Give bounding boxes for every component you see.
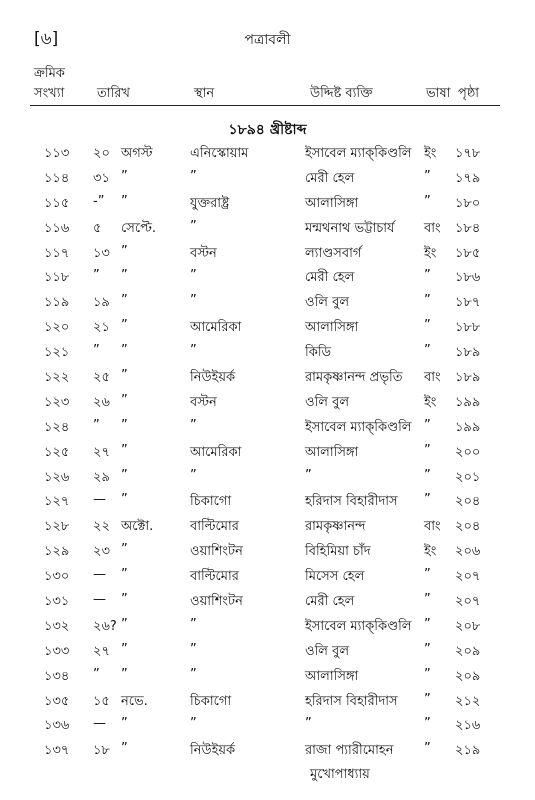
letter-language: বাং [424, 519, 441, 535]
letter-page: ১৮৪ [455, 220, 481, 236]
serial-number: ১১৮ [44, 270, 70, 286]
letter-recipient: ইসাবেল ম্যাক্‌কিণ্ডলি [305, 146, 412, 161]
letter-page: ২০৪ [455, 494, 481, 510]
letter-page: ১৮৯ [455, 370, 481, 386]
letter-language: ” [424, 417, 431, 433]
serial-number: ১১৭ [44, 245, 70, 261]
letter-date: ” [93, 343, 100, 359]
letter-month: ” [121, 666, 128, 682]
letter-place: ” [190, 641, 197, 657]
letter-language: ইং [424, 544, 437, 560]
serial-number: ১৩৪ [44, 668, 70, 684]
table-row [0, 588, 535, 613]
letter-date: ” [93, 417, 100, 433]
letter-place: ” [190, 293, 197, 309]
serial-number: ১২৮ [44, 519, 70, 535]
letter-page: ১৮৬ [455, 270, 481, 286]
column-header-date: তারিখ [97, 86, 130, 101]
column-header-page: পৃষ্ঠা [458, 86, 480, 101]
letter-place: ওয়াশিংটন [190, 594, 243, 610]
letter-place: ” [190, 343, 197, 359]
letter-month: ” [121, 293, 128, 309]
letter-date: ২৭ [93, 643, 110, 659]
letter-month: ” [121, 168, 128, 184]
letter-month: ” [121, 567, 128, 583]
letter-place: ” [190, 168, 197, 184]
letter-recipient: আলাসিঙ্গা [305, 444, 359, 460]
letter-date: — [93, 716, 106, 732]
letter-date: ৫ [93, 220, 102, 236]
letter-place: বাল্টিমোর [190, 569, 239, 585]
letter-date: — [93, 592, 106, 608]
table-row [0, 140, 535, 165]
table-row [0, 538, 535, 563]
letter-recipient: ল্যাণ্ডসবার্গ [305, 245, 362, 261]
letter-place: যুক্তরাষ্ট্র [190, 195, 230, 211]
letter-language: ” [424, 168, 431, 184]
letter-place: এনিস্কোয়াম [190, 146, 249, 161]
serial-number: ১২৬ [44, 469, 70, 485]
table-row [0, 439, 535, 464]
serial-number: ১২৩ [44, 394, 70, 410]
table-row [0, 464, 535, 489]
letter-page: ২০৭ [455, 569, 481, 585]
letter-recipient: বিহিমিয়া চাঁদ [305, 544, 371, 560]
letter-date: ২১ [93, 320, 110, 336]
letter-language: ” [424, 318, 431, 334]
table-row [0, 240, 535, 265]
letter-recipient: রাজা প্যারীমোহন [305, 743, 394, 759]
serial-number: ১৩৩ [44, 643, 70, 659]
letter-date: ২৬ [93, 394, 110, 410]
table-row [0, 414, 535, 439]
letter-recipient: ইসাবেল ম্যাক্‌কিণ্ডলি [305, 618, 412, 634]
letter-place: ” [190, 268, 197, 284]
letter-month: ” [121, 193, 128, 209]
letter-page: ২০১ [455, 469, 481, 485]
letter-date: ১৮ [93, 743, 110, 759]
letter-language: ” [424, 641, 431, 657]
letter-language: ” [424, 442, 431, 458]
table-row [0, 613, 535, 638]
letter-month: নভে. [121, 693, 148, 709]
letter-recipient: ওলি বুল [305, 643, 350, 659]
letter-place: বস্টন [190, 245, 217, 261]
letter-recipient: মেরী হেল [305, 170, 355, 186]
letter-month: অক্টো. [121, 519, 154, 535]
letter-place: নিউইয়র্ক [190, 370, 236, 386]
table-row [0, 688, 535, 713]
table-row [0, 638, 535, 663]
letter-language: ইং [424, 245, 437, 261]
letter-recipient: ইসাবেল ম্যাক্‌কিণ্ডলি [305, 419, 412, 435]
letter-recipient: মেরী হেল [305, 270, 355, 286]
letter-language: ” [424, 268, 431, 284]
letter-language: ” [424, 467, 431, 483]
letter-language: ” [424, 666, 431, 682]
letter-page: ২১৬ [455, 718, 481, 734]
letter-place: ” [190, 467, 197, 483]
letter-recipient: হরিদাস বিহারীদাস [305, 693, 398, 709]
letter-page: ২০৬ [455, 544, 481, 560]
letter-recipient: ” [305, 716, 312, 732]
letter-place: ” [190, 218, 197, 234]
letter-month: ” [121, 368, 128, 384]
letter-month: ” [121, 492, 128, 508]
letter-recipient: রামকৃষ্ণানন্দ [305, 519, 366, 535]
table-row [0, 737, 535, 783]
letter-language: ” [424, 193, 431, 209]
serial-number: ১১৬ [44, 220, 70, 236]
serial-number: ১১৯ [44, 295, 70, 311]
table-row [0, 563, 535, 588]
letter-place: চিকাগো [190, 693, 232, 709]
letter-date: ২৭ [93, 444, 110, 460]
letter-page: ১৮৫ [455, 245, 481, 261]
letter-page: ১৭৯ [455, 170, 481, 186]
serial-number: ১৩০ [44, 569, 70, 585]
letter-page: ১৮৯ [455, 345, 481, 361]
letter-place: ওয়াশিংটন [190, 544, 243, 560]
letter-language: ” [424, 592, 431, 608]
table-row [0, 488, 535, 513]
letter-place: ” [190, 666, 197, 682]
letter-language: ” [424, 741, 431, 757]
letter-place: নিউইয়র্ক [190, 743, 236, 759]
letter-date: ১৩ [93, 245, 110, 261]
letter-place: আমেরিকা [190, 444, 242, 460]
letter-place: বস্টন [190, 394, 217, 410]
letter-date: ২৫ [93, 370, 110, 386]
letter-language: বাং [424, 220, 441, 236]
table-row [0, 663, 535, 688]
serial-number: ১৩৬ [44, 718, 70, 734]
running-title: পত্রাবলী [244, 32, 291, 48]
letter-date: ২৩ [93, 544, 110, 560]
letter-language: ” [424, 616, 431, 632]
table-row [0, 389, 535, 414]
letter-date: ২২ [93, 519, 110, 535]
letter-page: ২০৯ [455, 668, 481, 684]
letter-language: ইং [424, 394, 437, 410]
letter-language: ” [424, 343, 431, 359]
letter-page: ১৯৯ [455, 394, 481, 410]
serial-number: ১২১ [44, 345, 70, 361]
section-heading: ১৮৯৪ খ্রীষ্টাব্দ [228, 122, 307, 138]
letter-recipient: ” [305, 467, 312, 483]
letter-month: ” [121, 592, 128, 608]
column-header-recipient: উদ্দিষ্ট ব্যক্তি [310, 86, 373, 101]
letter-recipient: ওলি বুল [305, 394, 350, 410]
letter-recipient: আলাসিঙ্গা [305, 668, 359, 684]
letter-place: ” [190, 716, 197, 732]
letters-table [0, 140, 535, 783]
column-header-place: স্থান [194, 86, 215, 101]
letter-page: ২১৯ [455, 743, 481, 759]
letter-date: ৩১ [93, 170, 110, 186]
column-header-language: ভাষা [426, 86, 451, 101]
letter-place: বাল্টিমোর [190, 519, 239, 535]
letter-recipient: ওলি বুল [305, 295, 350, 311]
letter-month: ” [121, 741, 128, 757]
letter-month: ” [121, 716, 128, 732]
letter-place: চিকাগো [190, 494, 232, 510]
letter-month: ” [121, 542, 128, 558]
column-header-serial-line2: সংখ্যা [34, 86, 65, 101]
letter-month: ” [121, 442, 128, 458]
table-row [0, 190, 535, 215]
letter-month: সেপ্টে. [121, 220, 157, 236]
header-rule [30, 105, 500, 106]
letter-recipient: মেরী হেল [305, 594, 355, 610]
letter-date: ১৯ [93, 295, 110, 311]
letter-place: আমেরিকা [190, 320, 242, 336]
table-row [0, 314, 535, 339]
table-row [0, 289, 535, 314]
serial-number: ১২৯ [44, 544, 70, 560]
table-row [0, 513, 535, 538]
page-number: [৬] [34, 29, 59, 49]
serial-number: ১৩১ [44, 594, 70, 610]
letter-recipient: আলাসিঙ্গা [305, 320, 359, 336]
table-row [0, 165, 535, 190]
table-row [0, 264, 535, 289]
letter-date: -” [93, 193, 105, 209]
table-row [0, 215, 535, 240]
letter-month: ” [121, 392, 128, 408]
serial-number: ১২৫ [44, 444, 70, 460]
letter-date: ২০ [93, 146, 110, 161]
letter-language: ” [424, 691, 431, 707]
letter-language: ” [424, 716, 431, 732]
letter-recipient: হরিদাস বিহারীদাস [305, 494, 398, 510]
table-row [0, 364, 535, 389]
letter-place: ” [190, 616, 197, 632]
letter-page: ২০৯ [455, 643, 481, 659]
letter-recipient: মন্মথনাথ ভট্টাচার্য [305, 220, 395, 236]
letter-date: — [93, 567, 106, 583]
letter-page: ১৮৮ [455, 320, 481, 336]
letter-page: ১৮৭ [455, 295, 481, 311]
letter-page: ১৭৮ [455, 146, 481, 161]
letter-date: ২৬? [93, 618, 117, 634]
letter-recipient: রামকৃষ্ণানন্দ প্রভৃতি [305, 370, 403, 386]
letter-recipient: কিডি [305, 345, 332, 361]
serial-number: ১৩২ [44, 618, 70, 634]
serial-number: ১১৫ [44, 195, 70, 211]
serial-number: ১১৩ [44, 146, 70, 161]
serial-number: ১২৭ [44, 494, 70, 510]
letter-page: ২০০ [455, 444, 481, 460]
letter-month: অগস্ট [121, 146, 153, 161]
letter-recipient-continuation: মুখোপাধ্যায় [310, 767, 370, 783]
serial-number: ১৩৭ [44, 743, 70, 759]
serial-number: ১১৪ [44, 170, 70, 186]
letter-month: ” [121, 243, 128, 259]
letter-month: ” [121, 616, 128, 632]
serial-number: ১৩৫ [44, 693, 70, 709]
letter-date: — [93, 492, 106, 508]
letter-month: ” [121, 417, 128, 433]
letter-page: ১৯৯ [455, 419, 481, 435]
letter-recipient: আলাসিঙ্গা [305, 195, 359, 211]
serial-number: ১২৪ [44, 419, 70, 435]
letter-date: ১৫ [93, 693, 110, 709]
letter-page: ২১২ [455, 693, 481, 709]
table-row [0, 712, 535, 737]
serial-number: ১২২ [44, 370, 70, 386]
letter-language: ” [424, 492, 431, 508]
serial-number: ১২০ [44, 320, 70, 336]
letter-language: ” [424, 293, 431, 309]
letter-month: ” [121, 641, 128, 657]
letter-language: বাং [424, 370, 441, 386]
letter-month: ” [121, 467, 128, 483]
table-row [0, 339, 535, 364]
letter-page: ২০৮ [455, 618, 481, 634]
column-header-serial-line1: ক্রমিক [34, 66, 65, 81]
letter-month: ” [121, 318, 128, 334]
letter-month: ” [121, 343, 128, 359]
letter-language: ইং [424, 146, 437, 161]
letter-place: ” [190, 417, 197, 433]
letter-date: ” [93, 666, 100, 682]
letter-page: ২০৪ [455, 519, 481, 535]
letter-page: ১৮০ [455, 195, 481, 211]
letter-date: ২৯ [93, 469, 110, 485]
letter-recipient: মিসেস হেল [305, 569, 365, 585]
letter-month: ” [121, 268, 128, 284]
letter-page: ২০৭ [455, 594, 481, 610]
letter-language: ” [424, 567, 431, 583]
letter-date: ” [93, 268, 100, 284]
